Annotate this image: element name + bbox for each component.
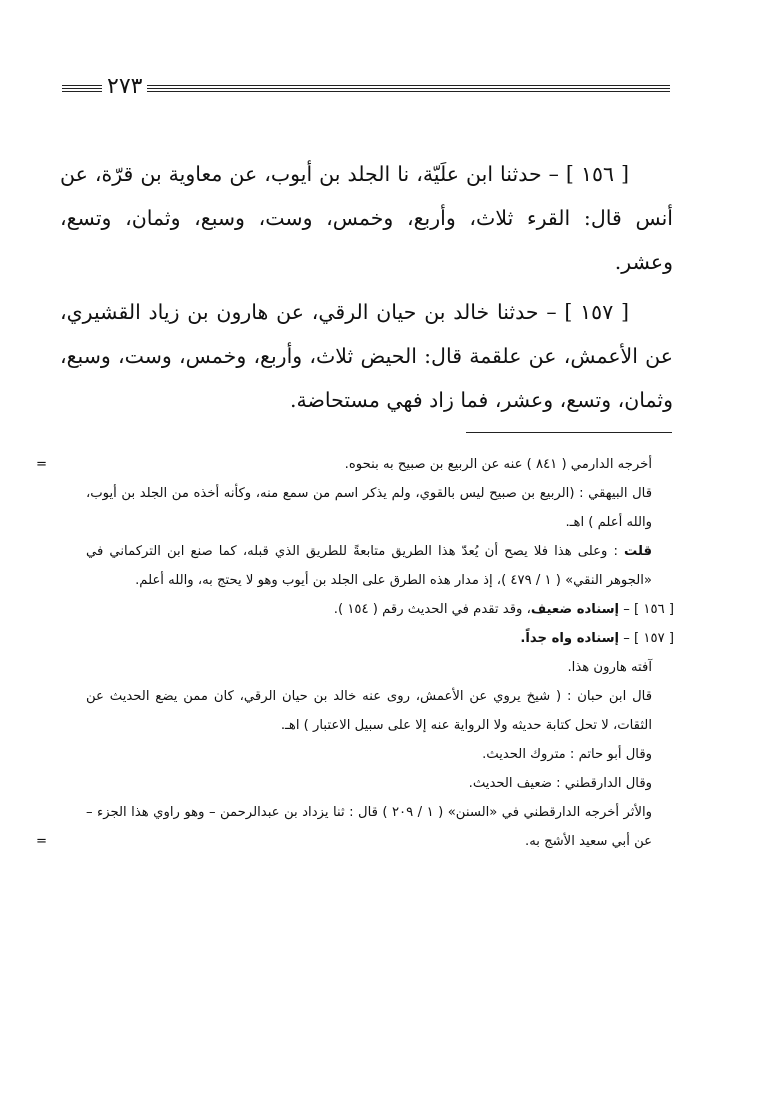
footnote-separator bbox=[466, 432, 672, 433]
footnote-line: [ ١٥٧ ] – إسناده واه جداً. bbox=[520, 631, 674, 646]
hadith-157 bbox=[60, 290, 673, 422]
footnote-line: = أخرجه الدارمي ( ٨٤١ ) عنه عن الربيع بن صبيح به بنحوه. bbox=[86, 450, 674, 479]
hadith-number: [ ١٥٦ ] bbox=[565, 162, 629, 186]
hadith-text: – حدثنا ابن علَيّة، نا الجلد بن أيوب، عن معاوية بن قرّة، عن أنس قال: القرء ثلاث، وأربع، وخمس، وست، وسبع، وثمان، وتسع، وعشر. bbox=[60, 162, 673, 274]
footnote-line: قلت : وعلى هذا فلا يصح أن يُعدّ هذا الطريق متابعةً للطريق الذي قبله، كما صنع ابن التركماني في «الجوهر النقي» ( ١ / ٤٧٩ )، إذ مدار هذه الطرق على الجلد بن أيوب وهو لا يحتج به، والله أعلم. bbox=[86, 544, 652, 588]
continuation-marker: = bbox=[36, 457, 48, 472]
page-number: ٢٧٣ bbox=[102, 74, 147, 100]
header-rule bbox=[62, 85, 670, 86]
grading-label: إسناده ضعيف bbox=[530, 602, 620, 617]
grading-label: إسناده واه جداً. bbox=[520, 631, 620, 646]
hadith-text: – حدثنا خالد بن حيان الرقي، عن هارون بن زياد القشيري، عن الأعمش، عن علقمة قال: الحيض ثلاث، وأربع، وخمس، وست، وسبع، وثمان، وتسع، وعشر، فما زاد فهي مستحاضة. bbox=[60, 300, 673, 412]
page-header bbox=[62, 76, 670, 106]
header-rule bbox=[62, 91, 670, 92]
hadith-number: [ ١٥٧ ] bbox=[564, 300, 629, 324]
hadith-156 bbox=[60, 152, 673, 284]
footnote-line: وقال الدارقطني : ضعيف الحديث. bbox=[468, 776, 652, 791]
footnote-line: آفته هارون هذا. bbox=[567, 660, 652, 675]
qult-label: قلت bbox=[624, 544, 652, 559]
footnote-line: قال ابن حبان : ( شيخ يروي عن الأعمش، روى عنه خالد بن حيان الرقي، كان ممن يضع الحديث عن الثقات، لا تحل كتابة حديثه ولا الرواية عنه إلا على سبيل الاعتبار ) اهـ. bbox=[86, 689, 652, 733]
footnote-line: وقال أبو حاتم : متروك الحديث. bbox=[482, 747, 652, 762]
footnotes bbox=[36, 450, 674, 856]
footnote-line: والأثر أخرجه الدارقطني في «السنن» ( ١ / ٢٠٩ ) قال : ثنا يزداد بن عبدالرحمن – وهو راوي هذا الجزء – عن أبي سعيد الأشج به. = bbox=[86, 798, 674, 856]
header-rule bbox=[62, 88, 670, 89]
continuation-marker: = bbox=[36, 834, 48, 849]
footnote-line: [ ١٥٦ ] – إسناده ضعيف، وقد تقدم في الحديث رقم ( ١٥٤ ). bbox=[333, 602, 674, 617]
footnote-line: قال البيهقي : (الربيع بن صبيح ليس بالقوي، ولم يذكر اسم من سمع منه، وكأنه أخذه من الجلد بن أيوب، والله أعلم ) اهـ. bbox=[86, 486, 652, 530]
main-text bbox=[60, 152, 673, 428]
